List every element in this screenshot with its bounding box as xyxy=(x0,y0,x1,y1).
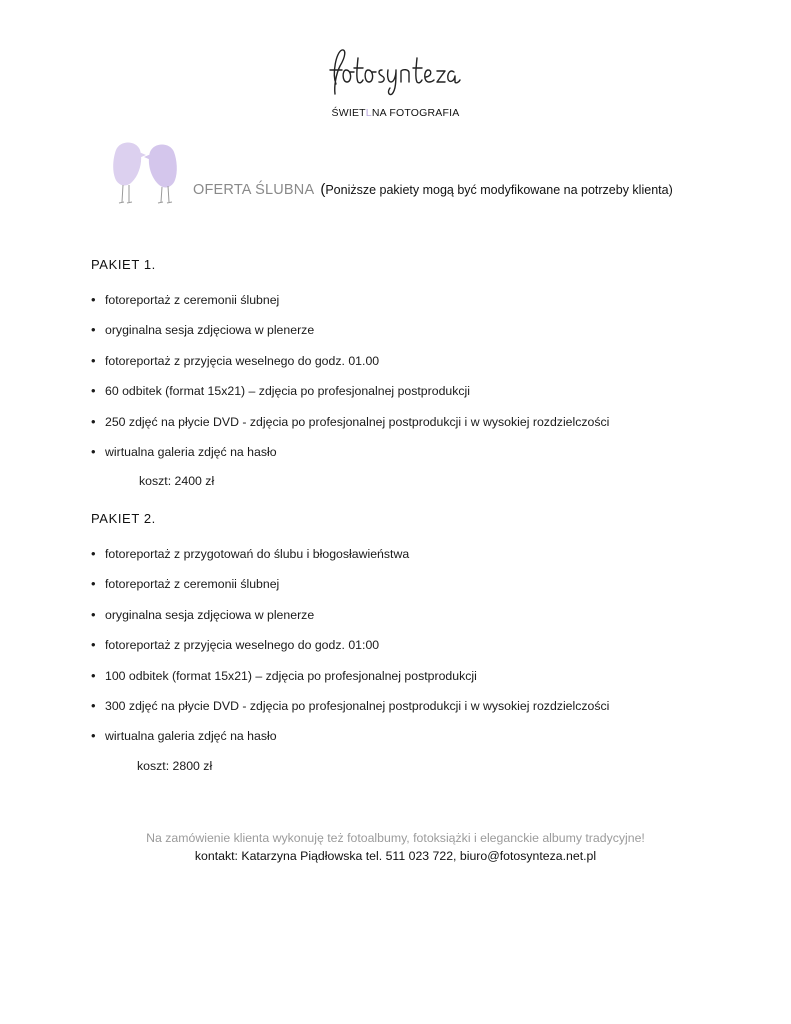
list-item: • 250 zdjęć na płycie DVD - zdjęcia po profesjonalnej postprodukcji i w wysokiej rozdzielczości xyxy=(91,414,609,444)
list-item: • oryginalna sesja zdjęciowa w plenerze xyxy=(91,322,609,352)
offer-note-text: Poniższe pakiety mogą być modyfikowane na potrzeby klienta) xyxy=(325,183,673,197)
list-item: • oryginalna sesja zdjęciowa w plenerze xyxy=(91,607,609,637)
fotosynteza-logo-wordmark xyxy=(326,44,466,96)
footer-promo: Na zamówienie klienta wykonuję też fotoalbumy, fotoksiążki i eleganckie albumy tradycyjne! xyxy=(146,831,645,845)
list-item: • fotoreportaż z przyjęcia weselnego do godz. 01:00 xyxy=(91,637,609,667)
list-item: • wirtualna galeria zdjęć na hasło xyxy=(91,444,609,474)
package-1-title: PAKIET 1. xyxy=(91,257,156,272)
offer-heading xyxy=(193,181,673,199)
offer-title: OFERTA ŚLUBNA xyxy=(193,182,315,198)
package-1-list xyxy=(91,292,609,474)
offer-note xyxy=(320,183,672,197)
bird-pair-logo-icon xyxy=(106,136,182,212)
list-item: • fotoreportaż z ceremonii ślubnej xyxy=(91,292,609,322)
logo xyxy=(0,44,791,96)
package-2-list xyxy=(91,546,609,759)
list-item: • 300 zdjęć na płycie DVD - zdjęcia po profesjonalnej postprodukcji i w wysokiej rozdzielczości xyxy=(91,698,609,728)
list-item: • fotoreportaż z ceremonii ślubnej xyxy=(91,576,609,606)
footer-contact: kontakt: Katarzyna Piądłowska tel. 511 023 722, biuro@fotosynteza.net.pl xyxy=(194,849,597,863)
package-2-title: PAKIET 2. xyxy=(91,511,156,526)
list-item: • 60 odbitek (format 15x21) – zdjęcia po profesjonalnej postprodukcji xyxy=(91,383,609,413)
tagline-part-2: NA FOTOGRAFIA xyxy=(371,107,460,119)
tagline xyxy=(0,107,791,119)
offer-note-open-paren: ( xyxy=(320,181,326,198)
tagline-part-1: ŚWIET xyxy=(331,107,366,119)
list-item: • wirtualna galeria zdjęć na hasło xyxy=(91,728,609,758)
package-2-price: koszt: 2800 zł xyxy=(137,759,213,773)
list-item: • 100 odbitek (format 15x21) – zdjęcia po profesjonalnej postprodukcji xyxy=(91,668,609,698)
package-1-price: koszt: 2400 zł xyxy=(139,474,215,488)
list-item: • fotoreportaż z przyjęcia weselnego do godz. 01.00 xyxy=(91,353,609,383)
tagline-accent-letter: L xyxy=(365,107,372,119)
list-item: • fotoreportaż z przygotowań do ślubu i błogosławieństwa xyxy=(91,546,609,576)
